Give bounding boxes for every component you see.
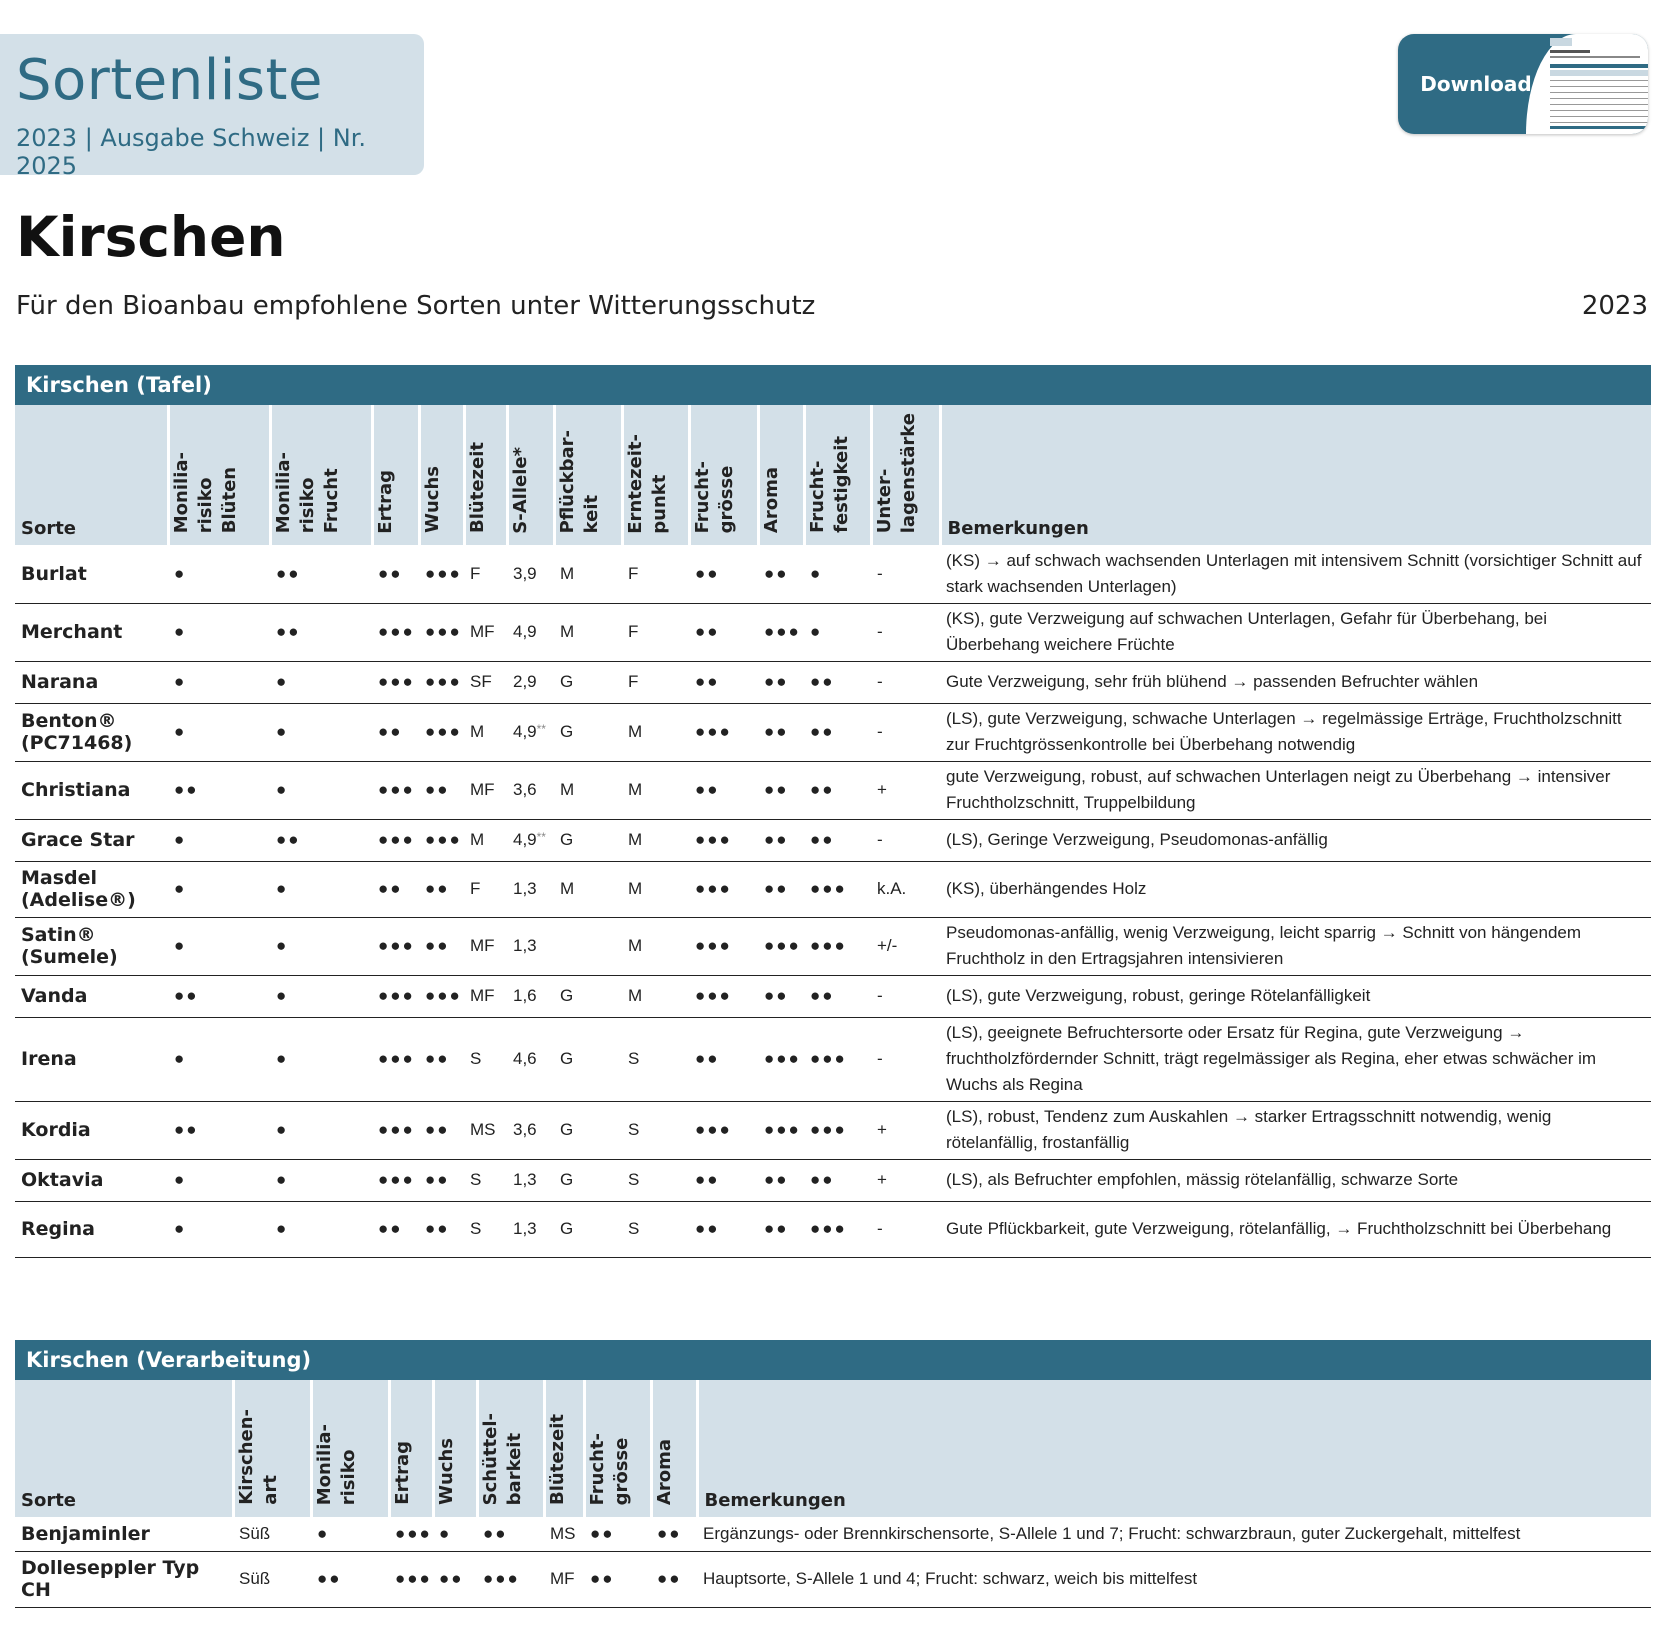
column-header-label: Monilia- risiko Frucht <box>272 452 342 534</box>
variety-name: Oktavia <box>15 1159 168 1201</box>
column-header <box>689 405 758 545</box>
table-cell: ●● <box>804 703 871 761</box>
table-cell: ●● <box>419 761 464 819</box>
column-header-label: Ertrag <box>391 1441 413 1505</box>
column-header-label: Blütezeit <box>546 1414 568 1505</box>
variety-name: Benton® (PC71468) <box>15 703 168 761</box>
table-cell: ●● <box>168 1101 270 1159</box>
table-cell: ● <box>168 545 270 603</box>
column-header-label: Monilia- risiko <box>313 1423 359 1505</box>
table-cell: 4,9** <box>507 703 554 761</box>
table-row <box>15 1201 1651 1257</box>
table-row <box>15 1551 1651 1607</box>
table-cell: MF <box>464 603 507 661</box>
table-cell: ●●● <box>372 761 419 819</box>
table-cell: 4,6 <box>507 1017 554 1101</box>
table-cell: M <box>622 975 689 1017</box>
table-cell: ●●● <box>372 917 419 975</box>
table-cell: ●●● <box>804 917 871 975</box>
table-cell: M <box>622 917 689 975</box>
remarks-cell: (LS), geeignete Befruchtersorte oder Ersatz für Regina, gute Verzweigung → fruchtholzfördernder Schnitt, trägt regelmässiger als Regina, eher etwas schwächer im Wuchs als Regina <box>940 1017 1651 1101</box>
table-cell: ●● <box>758 975 804 1017</box>
table-cell: G <box>554 1101 622 1159</box>
table-cell: ● <box>270 861 372 917</box>
column-header-label: Frucht- grösse <box>586 1432 632 1505</box>
remarks-cell: (LS), gute Verzweigung, schwache Unterlagen → regelmässige Erträge, Fruchtholzschnitt zur Fruchtgrössenkontrolle bei Überbehang notwendig <box>940 703 1651 761</box>
table-cell: ●● <box>804 661 871 703</box>
remarks-cell: (LS), gute Verzweigung, robust, geringe Rötelanfälligkeit <box>940 975 1651 1017</box>
table-cell: ●●● <box>372 603 419 661</box>
table-cell: ●●● <box>419 819 464 861</box>
table-cell: ●● <box>689 761 758 819</box>
page-title: Kirschen <box>16 205 286 269</box>
footnote-marker: ** <box>536 722 546 737</box>
table-cell: ● <box>270 1101 372 1159</box>
column-header-label: Frucht- festigkeit <box>806 436 852 534</box>
table-cell: 2,9 <box>507 661 554 703</box>
table-cell: ● <box>168 703 270 761</box>
section-tafel <box>15 365 1651 1258</box>
column-header-label: Pflückbar- keit <box>556 429 602 534</box>
table-cell: S <box>622 1017 689 1101</box>
variety-name: Masdel (Adelise®) <box>15 861 168 917</box>
column-header-label: Blütezeit <box>466 442 488 534</box>
table-row <box>15 819 1651 861</box>
page-subtitle: Für den Bioanbau empfohlene Sorten unter Witterungsschutz <box>16 291 816 321</box>
table-cell: ● <box>168 603 270 661</box>
column-header <box>477 1380 544 1517</box>
table-cell: ●● <box>372 545 419 603</box>
variety-name: Christiana <box>15 761 168 819</box>
table-cell: G <box>554 1159 622 1201</box>
remarks-cell: (LS), als Befruchter empfohlen, mässig rötelanfällig, schwarze Sorte <box>940 1159 1651 1201</box>
table-cell: ●●● <box>758 603 804 661</box>
table-cell: ●● <box>372 861 419 917</box>
verarbeitung-table <box>15 1380 1651 1608</box>
remarks-cell: Hauptsorte, S-Allele 1 und 4; Frucht: schwarz, weich bis mittelfest <box>697 1551 1651 1607</box>
variety-name: Regina <box>15 1201 168 1257</box>
section-title: Kirschen (Verarbeitung) <box>15 1340 1651 1380</box>
table-cell: MS <box>544 1517 584 1551</box>
table-cell: M <box>622 703 689 761</box>
column-header <box>464 405 507 545</box>
table-cell: + <box>871 1159 940 1201</box>
table-cell: G <box>554 975 622 1017</box>
page-year: 2023 <box>1581 291 1648 321</box>
column-header <box>544 1380 584 1517</box>
column-header <box>372 405 419 545</box>
table-cell: ● <box>270 1159 372 1201</box>
table-cell: ●● <box>689 1159 758 1201</box>
table-cell: - <box>871 819 940 861</box>
table-cell: ● <box>433 1517 477 1551</box>
table-cell: ●●● <box>419 703 464 761</box>
column-header-label: Erntezeit- punkt <box>624 433 670 534</box>
table-cell: - <box>871 661 940 703</box>
table-cell: MF <box>464 975 507 1017</box>
table-cell: ● <box>804 603 871 661</box>
table-cell: F <box>622 661 689 703</box>
table-cell: ●● <box>804 819 871 861</box>
table-cell: 3,6 <box>507 1101 554 1159</box>
table-cell: S <box>464 1159 507 1201</box>
table-cell: - <box>871 1201 940 1257</box>
table-cell: ●● <box>419 1201 464 1257</box>
column-header <box>507 405 554 545</box>
table-cell: M <box>554 861 622 917</box>
table-cell: Süß <box>233 1551 311 1607</box>
table-cell: ●●● <box>372 661 419 703</box>
column-header-label: S-Allele* <box>509 446 531 534</box>
table-cell: +/- <box>871 917 940 975</box>
column-header-label: Ertrag <box>374 469 396 534</box>
table-cell: ●● <box>270 819 372 861</box>
table-cell: 1,6 <box>507 975 554 1017</box>
table-cell: 3,9 <box>507 545 554 603</box>
table-row <box>15 1159 1651 1201</box>
table-cell: G <box>554 819 622 861</box>
variety-name: Vanda <box>15 975 168 1017</box>
remarks-cell: Gute Pflückbarkeit, gute Verzweigung, rötelanfällig, → Fruchtholzschnitt bei Überbehang <box>940 1201 1651 1257</box>
column-header <box>758 405 804 545</box>
column-header <box>419 405 464 545</box>
table-cell: Süß <box>233 1517 311 1551</box>
table-cell: ●● <box>689 545 758 603</box>
table-cell: ●● <box>372 703 419 761</box>
table-cell: M <box>622 819 689 861</box>
table-cell: ● <box>270 703 372 761</box>
table-cell: ● <box>270 761 372 819</box>
column-header <box>622 405 689 545</box>
table-cell: ●●● <box>372 819 419 861</box>
table-cell: ●● <box>270 545 372 603</box>
table-cell: MS <box>464 1101 507 1159</box>
column-header-label: Wuchs <box>435 1438 457 1505</box>
section-verarbeitung <box>15 1340 1651 1608</box>
table-cell: ●●● <box>389 1551 433 1607</box>
table-cell: ●●● <box>689 819 758 861</box>
table-cell: ● <box>168 1201 270 1257</box>
table-row <box>15 661 1651 703</box>
table-cell: G <box>554 661 622 703</box>
table-cell: M <box>554 761 622 819</box>
table-cell: SF <box>464 661 507 703</box>
table-cell: ●● <box>689 603 758 661</box>
table-cell: S <box>622 1159 689 1201</box>
table-cell: ●●● <box>689 1101 758 1159</box>
tafel-table <box>15 405 1651 1258</box>
table-cell <box>554 917 622 975</box>
table-cell: ●● <box>651 1551 697 1607</box>
table-row <box>15 917 1651 975</box>
table-cell: ●● <box>758 1201 804 1257</box>
table-cell: ●● <box>419 1101 464 1159</box>
table-cell: - <box>871 545 940 603</box>
table-cell: ●● <box>433 1551 477 1607</box>
column-header-label: Monilia- risiko Blüten <box>170 452 240 534</box>
table-cell: ●●● <box>689 861 758 917</box>
table-cell: M <box>464 703 507 761</box>
variety-name: Dolleseppler Typ CH <box>15 1551 233 1607</box>
remarks-cell: Gute Verzweigung, sehr früh blühend → passenden Befruchter wählen <box>940 661 1651 703</box>
table-cell: + <box>871 761 940 819</box>
table-cell: ●● <box>758 545 804 603</box>
table-cell: ●●● <box>419 661 464 703</box>
table-cell: 1,3 <box>507 1201 554 1257</box>
section-title: Kirschen (Tafel) <box>15 365 1651 405</box>
table-cell: M <box>622 761 689 819</box>
remarks-cell: (KS), überhängendes Holz <box>940 861 1651 917</box>
column-header-label: Unter- lagenstärke <box>873 413 919 534</box>
table-cell: ●●● <box>689 975 758 1017</box>
variety-name: Grace Star <box>15 819 168 861</box>
publication-subtitle: 2023 | Ausgabe Schweiz | Nr. 2025 <box>16 124 367 180</box>
remarks-cell: (LS), robust, Tendenz zum Auskahlen → starker Ertragsschnitt notwendig, wenig rötelanfällig, frostanfällig <box>940 1101 1651 1159</box>
download-button[interactable] <box>1398 34 1648 134</box>
table-cell: ●●● <box>758 1017 804 1101</box>
table-row <box>15 861 1651 917</box>
table-cell: 4,9** <box>507 819 554 861</box>
table-cell: ● <box>270 1017 372 1101</box>
table-cell: ●● <box>419 861 464 917</box>
table-row <box>15 1101 1651 1159</box>
table-cell: ● <box>168 1159 270 1201</box>
table-cell: ● <box>168 819 270 861</box>
table-cell: ●●● <box>477 1551 544 1607</box>
table-cell: ●● <box>584 1517 651 1551</box>
table-row <box>15 703 1651 761</box>
table-cell: ●●● <box>419 975 464 1017</box>
table-cell: ●●● <box>804 1201 871 1257</box>
table-cell: G <box>554 703 622 761</box>
table-cell: ●●● <box>419 603 464 661</box>
column-header-label: Aroma <box>653 1438 675 1505</box>
publication-banner <box>0 34 424 180</box>
variety-name: Irena <box>15 1017 168 1101</box>
table-cell: ●● <box>804 1159 871 1201</box>
variety-name: Narana <box>15 661 168 703</box>
table-cell: ●●● <box>804 861 871 917</box>
table-cell: ●●● <box>689 703 758 761</box>
table-cell: ●● <box>758 1159 804 1201</box>
table-cell: ●● <box>419 1017 464 1101</box>
table-cell: - <box>871 1017 940 1101</box>
table-cell: + <box>871 1101 940 1159</box>
table-cell: ●● <box>689 1201 758 1257</box>
table-cell: ●● <box>689 661 758 703</box>
table-cell: ●● <box>419 1159 464 1201</box>
table-cell: ●● <box>689 1017 758 1101</box>
table-cell: M <box>554 603 622 661</box>
column-header-label: Kirschen- art <box>235 1409 281 1505</box>
column-header <box>389 1380 433 1517</box>
table-cell: ●●● <box>372 1101 419 1159</box>
table-cell: MF <box>544 1551 584 1607</box>
table-row <box>15 761 1651 819</box>
table-cell: S <box>464 1201 507 1257</box>
remarks-cell: Ergänzungs- oder Brennkirschensorte, S-Allele 1 und 7; Frucht: schwarzbraun, guter Zuckergehalt, mittelfest <box>697 1517 1651 1551</box>
column-header <box>651 1380 697 1517</box>
variety-name: Satin® (Sumele) <box>15 917 168 975</box>
document-preview-icon <box>1526 34 1648 134</box>
column-header: Bemerkungen <box>940 405 1651 545</box>
table-cell: - <box>871 703 940 761</box>
table-cell: ●●● <box>758 917 804 975</box>
table-cell: ●●● <box>419 545 464 603</box>
table-cell: ●●● <box>804 1101 871 1159</box>
table-cell: ●●● <box>372 1159 419 1201</box>
table-cell: ●●● <box>372 975 419 1017</box>
column-header <box>168 405 270 545</box>
table-cell: S <box>622 1101 689 1159</box>
column-header <box>871 405 940 545</box>
table-cell: ● <box>270 661 372 703</box>
table-cell: ●● <box>168 761 270 819</box>
table-cell: 1,3 <box>507 1159 554 1201</box>
table-row <box>15 545 1651 603</box>
table-cell: ● <box>168 661 270 703</box>
table-cell: ●●● <box>389 1517 433 1551</box>
table-cell: 4,9 <box>507 603 554 661</box>
table-cell: ●● <box>651 1517 697 1551</box>
remarks-cell: gute Verzweigung, robust, auf schwachen Unterlagen neigt zu Überbehang → intensiver Fruchtholzschnitt, Truppelbildung <box>940 761 1651 819</box>
table-cell: ● <box>270 1201 372 1257</box>
column-header <box>584 1380 651 1517</box>
table-cell: MF <box>464 761 507 819</box>
remarks-cell: (KS) → auf schwach wachsenden Unterlagen mit intensivem Schnitt (vorsichtiger Schnitt auf stark wachsenden Unterlagen) <box>940 545 1651 603</box>
table-cell: ●● <box>804 975 871 1017</box>
column-header <box>433 1380 477 1517</box>
table-cell: ●●● <box>372 1017 419 1101</box>
table-cell: S <box>622 1201 689 1257</box>
table-cell: ●●● <box>758 1101 804 1159</box>
remarks-cell: (KS), gute Verzweigung auf schwachen Unterlagen, Gefahr für Überbehang, bei Überbehang weichere Früchte <box>940 603 1651 661</box>
remarks-cell: Pseudomonas-anfällig, wenig Verzweigung, leicht sparrig → Schnitt von hängendem Fruchtholz in den Ertragsjahren intensivieren <box>940 917 1651 975</box>
table-cell: ● <box>270 975 372 1017</box>
table-cell: ● <box>804 545 871 603</box>
table-cell: ●● <box>477 1517 544 1551</box>
table-cell: ● <box>168 917 270 975</box>
table-cell: F <box>464 545 507 603</box>
table-cell: - <box>871 975 940 1017</box>
table-cell: 3,6 <box>507 761 554 819</box>
remarks-cell: (LS), Geringe Verzweigung, Pseudomonas-anfällig <box>940 819 1651 861</box>
column-header-label: Frucht- grösse <box>691 460 737 534</box>
variety-name: Benjaminler <box>15 1517 233 1551</box>
table-cell: ● <box>311 1517 389 1551</box>
table-row <box>15 1517 1651 1551</box>
table-cell: S <box>464 1017 507 1101</box>
column-header-label: Wuchs <box>421 466 443 534</box>
table-cell: ●●● <box>804 1017 871 1101</box>
column-header <box>270 405 372 545</box>
table-cell: - <box>871 603 940 661</box>
table-cell: ●● <box>804 761 871 819</box>
table-cell: k.A. <box>871 861 940 917</box>
table-cell: ●● <box>758 761 804 819</box>
column-header: Sorte <box>15 405 168 545</box>
column-header <box>233 1380 311 1517</box>
column-header <box>804 405 871 545</box>
table-cell: ●● <box>419 917 464 975</box>
table-cell: F <box>464 861 507 917</box>
table-row <box>15 603 1651 661</box>
table-cell: F <box>622 603 689 661</box>
table-cell: G <box>554 1017 622 1101</box>
column-header-label: Schüttel- barkeit <box>479 1412 525 1505</box>
column-header: Sorte <box>15 1380 233 1517</box>
table-cell: M <box>622 861 689 917</box>
table-cell: F <box>622 545 689 603</box>
table-cell: M <box>464 819 507 861</box>
table-cell: ● <box>168 861 270 917</box>
table-row <box>15 975 1651 1017</box>
column-header <box>554 405 622 545</box>
table-cell: MF <box>464 917 507 975</box>
variety-name: Merchant <box>15 603 168 661</box>
table-cell: ●● <box>372 1201 419 1257</box>
table-cell: 1,3 <box>507 917 554 975</box>
variety-name: Kordia <box>15 1101 168 1159</box>
table-cell: 1,3 <box>507 861 554 917</box>
table-cell: ●● <box>758 661 804 703</box>
table-cell: ●● <box>168 975 270 1017</box>
variety-name: Burlat <box>15 545 168 603</box>
publication-title: Sortenliste <box>16 48 323 113</box>
table-cell: ●●● <box>689 917 758 975</box>
table-cell: ●● <box>758 703 804 761</box>
column-header <box>311 1380 389 1517</box>
table-cell: ● <box>168 1017 270 1101</box>
table-cell: ●● <box>584 1551 651 1607</box>
table-cell: ●● <box>758 861 804 917</box>
column-header: Bemerkungen <box>697 1380 1651 1517</box>
download-label: Download <box>1420 72 1532 96</box>
column-header-label: Aroma <box>760 467 782 534</box>
table-cell: ● <box>270 917 372 975</box>
table-cell: G <box>554 1201 622 1257</box>
table-cell: ●● <box>758 819 804 861</box>
footnote-marker: ** <box>536 830 546 845</box>
table-cell: M <box>554 545 622 603</box>
table-cell: ●● <box>270 603 372 661</box>
table-cell: ●● <box>311 1551 389 1607</box>
table-row <box>15 1017 1651 1101</box>
